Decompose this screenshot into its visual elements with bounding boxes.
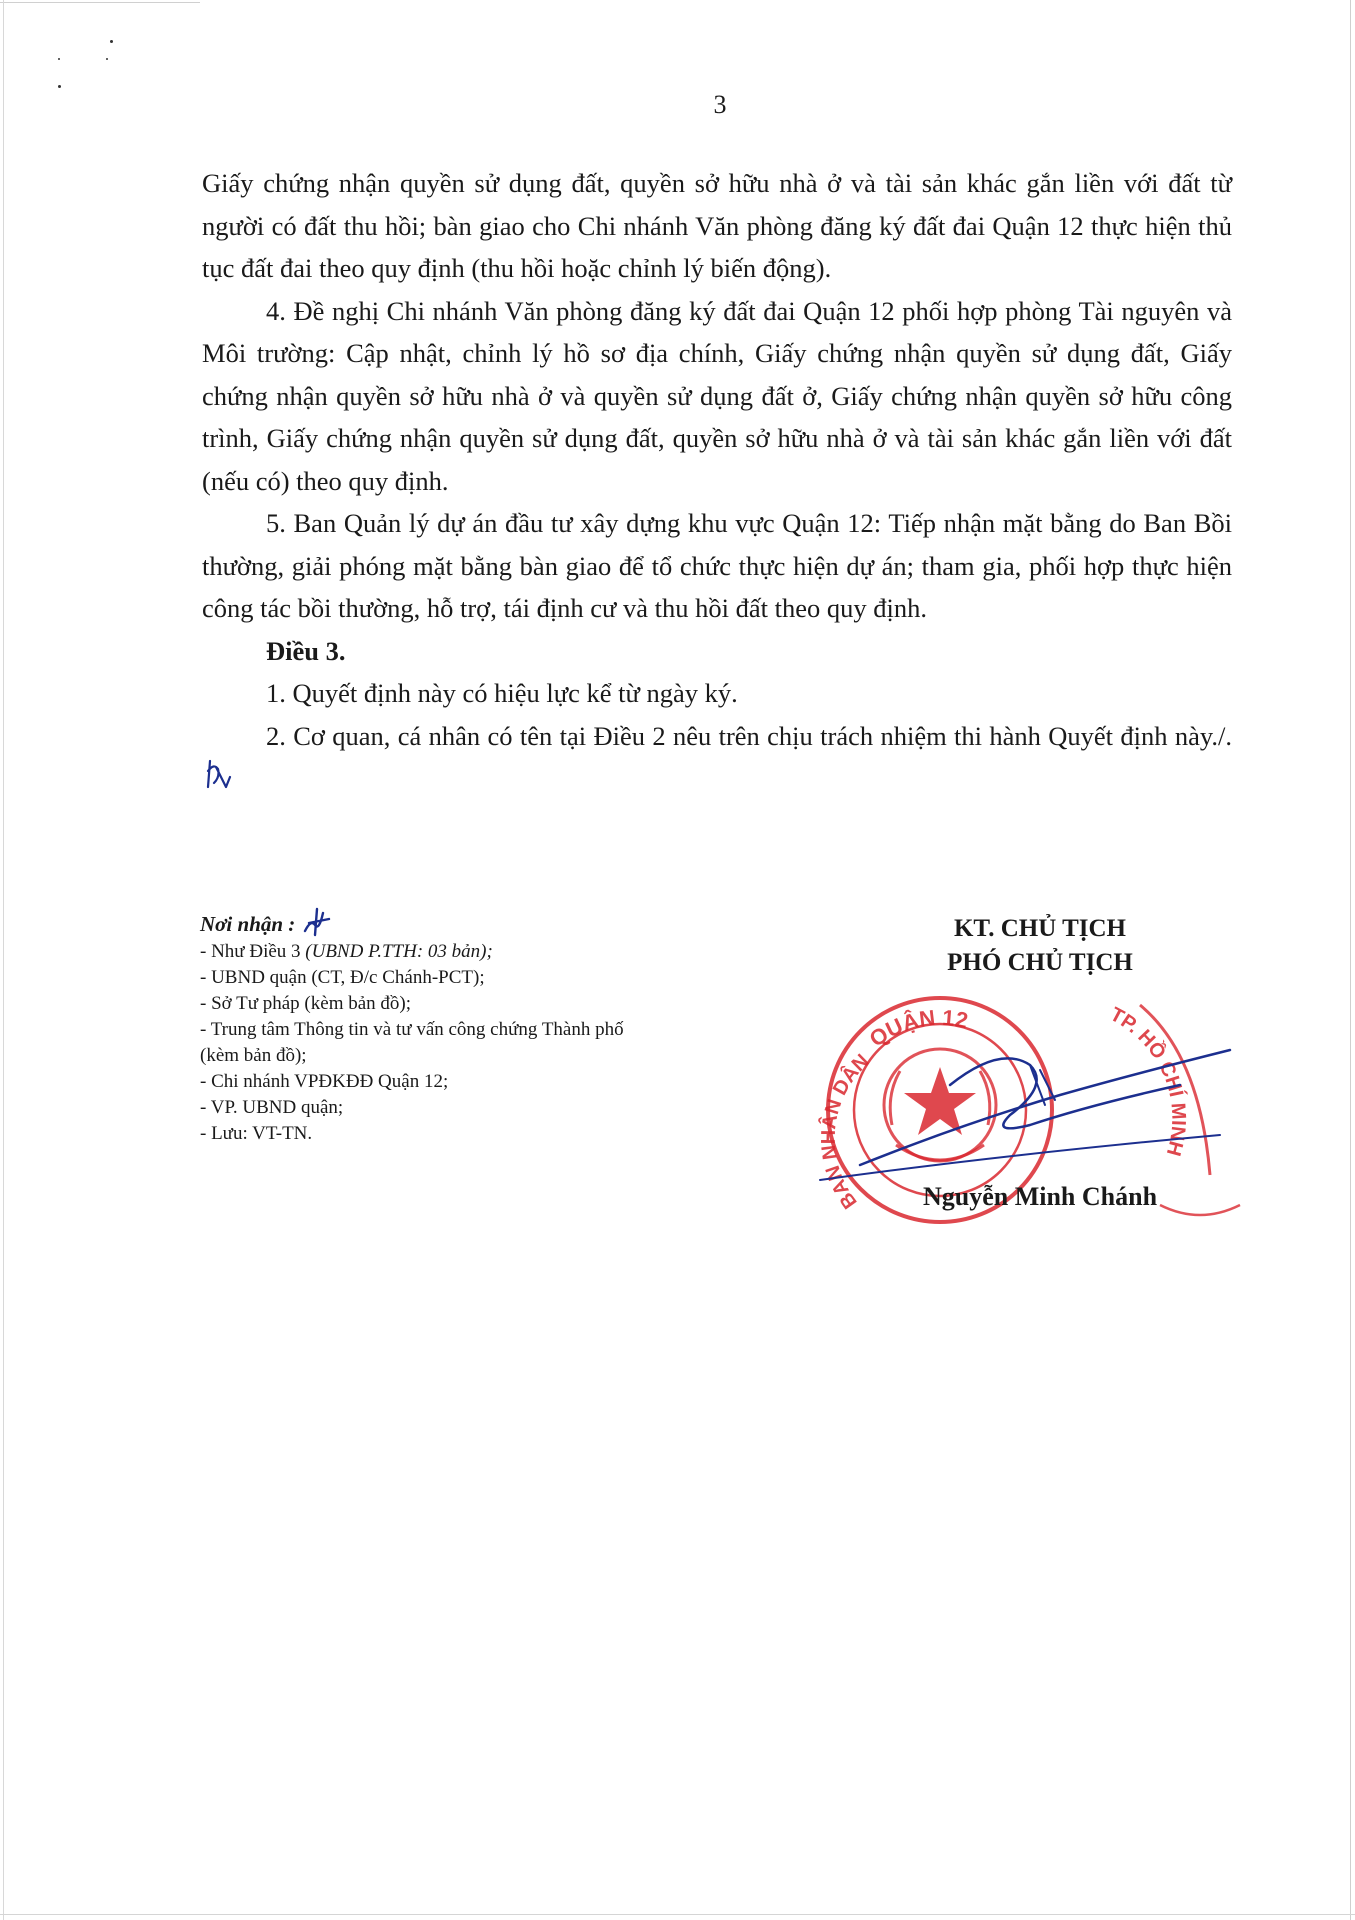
recipient-item-note: (UBND P.TTH: 03 bản); (305, 941, 493, 962)
initial-mark-icon (301, 905, 335, 939)
recipient-item: - Trung tâm Thông tin và tư vấn công chứng Thành phố (kèm bản đồ); (200, 1019, 624, 1066)
stamp-top-text: QUẬN 12 (864, 1004, 971, 1052)
article-3-item-2-text: 2. Cơ quan, cá nhân có tên tại Điều 2 nêu trên chịu trách nhiệm thi hành Quyết định này./. (266, 720, 1232, 751)
recipient-item-text: - Như Điều 3 (200, 941, 306, 962)
recipient-item: - Sở Tư pháp (kèm bản đồ); (200, 993, 412, 1014)
initial-mark-icon (204, 757, 234, 793)
scan-speck (110, 40, 113, 43)
stamp-left-text: BAN NHÂN DÂN (817, 1050, 874, 1213)
signature-title-block (840, 912, 1240, 980)
scan-edge-right (1350, 0, 1351, 1920)
paragraph-item-4: 4. Đề nghị Chi nhánh Văn phòng đăng ký đất đai Quận 12 phối hợp phòng Tài nguyên và Môi trường: Cập nhật, chỉnh lý hồ sơ địa chính, Giấy chứng nhận quyền sử dụng đất, Giấy chứng nhận quyền sở hữu nhà ở và quyền sử dụng đất ở, Giấy chứng nhận quyền sở hữu công trình, Giấy chứng nhận quyền sử dụng đất, quyền sở hữu nhà ở và tài sản khác gắn liền với đất (nếu có) theo quy định. (202, 295, 1232, 496)
recipient-item: - Chi nhánh VPĐKĐĐ Quận 12; (200, 1071, 449, 1092)
signature-line-2: PHÓ CHỦ TỊCH (947, 949, 1133, 976)
recipients-title-text: Nơi nhận : (200, 912, 296, 936)
paragraph-item-5: 5. Ban Quản lý dự án đầu tư xây dựng khu vực Quận 12: Tiếp nhận mặt bằng do Ban Bồi thường, giải phóng mặt bằng bàn giao để tổ chức thực hiện dự án; tham gia, phối hợp thực hiện công tác bồi thường, hỗ trợ, tái định cư và thu hồi đất theo quy định. (202, 508, 1232, 623)
article-3-heading: Điều 3. (266, 635, 346, 666)
body-text (202, 162, 1232, 800)
recipient-item (200, 939, 640, 965)
stamp-right-text: TP. HỒ CHÍ MINH (1106, 1003, 1190, 1159)
recipients-block (200, 905, 640, 1147)
scan-speck (106, 58, 108, 60)
scan-speck (58, 58, 60, 60)
scan-speck (58, 85, 61, 88)
recipient-item: - Lưu: VT-TN. (200, 1123, 313, 1144)
signer-name: Nguyễn Minh Chánh (922, 1182, 1158, 1211)
recipients-title (200, 905, 640, 939)
paragraph-continuation: Giấy chứng nhận quyền sử dụng đất, quyền sở hữu nhà ở và tài sản khác gắn liền với đất từ người có đất thu hồi; bàn giao cho Chi nhánh Văn phòng đăng ký đất đai Quận 12 thực hiện thủ tục đất đai theo quy định (thu hồi hoặc chỉnh lý biến động). (202, 168, 1232, 283)
recipient-item: - UBND quận (CT, Đ/c Chánh-PCT); (200, 967, 485, 988)
page-number: 3 (713, 90, 727, 119)
scan-edge-bottom (0, 1914, 1355, 1915)
recipient-item: - VP. UBND quận; (200, 1097, 344, 1118)
signature-line-1: KT. CHỦ TỊCH (953, 915, 1127, 942)
article-3-item-1: 1. Quyết định này có hiệu lực kể từ ngày ký. (266, 678, 738, 708)
scan-edge-left (3, 0, 4, 1920)
article-3-item-2 (202, 715, 1232, 800)
scan-edge-top (0, 2, 200, 3)
official-stamp (800, 975, 1280, 1255)
recipients-list (200, 939, 640, 1147)
